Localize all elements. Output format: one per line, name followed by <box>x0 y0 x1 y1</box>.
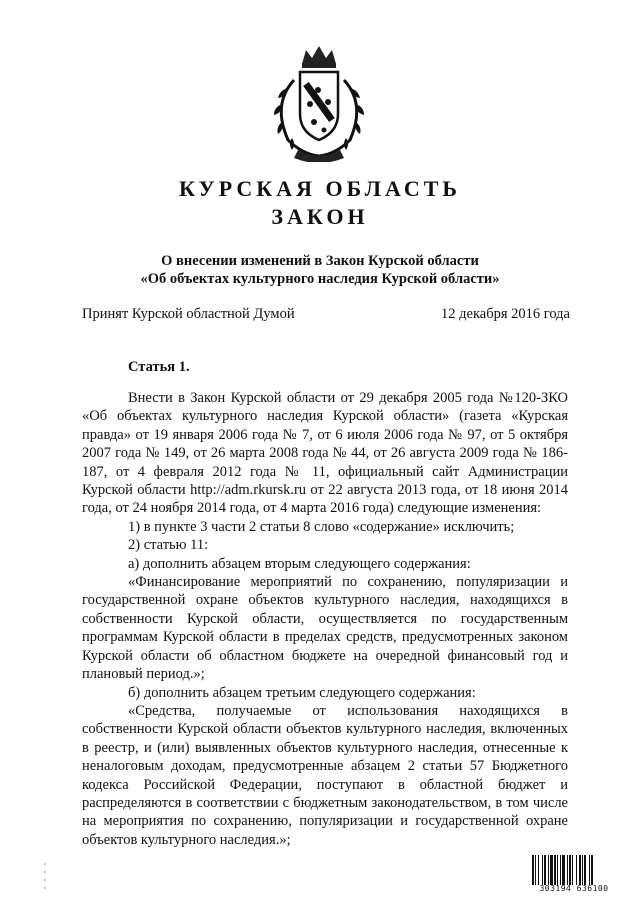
barcode-bar <box>582 855 583 885</box>
barcode-bar <box>584 855 586 885</box>
barcode-bar <box>589 855 590 885</box>
barcode-bar <box>591 855 593 885</box>
article-body <box>82 389 568 849</box>
law-subject <box>0 252 640 288</box>
adoption-date: 12 декабря 2016 года <box>441 306 570 322</box>
law-subject-line-1: О внесении изменений в Закон Курской области <box>161 253 479 269</box>
article-paragraph: «Финансирование мероприятий по сохранению, популяризации и государственной охране объектов культурного наследия, находящихся в собственности Курской области, осуществляется по государственным программам Курской области в пределах средств, предусмотренных законом Курской области об областном бюджете на очередной финансовый год и плановый период.»; <box>82 574 568 683</box>
barcode-bar <box>562 855 565 885</box>
barcode-icon <box>531 855 617 885</box>
barcode-bar <box>579 855 581 885</box>
barcode-bar <box>542 855 543 885</box>
article-paragraph: а) дополнить абзацем вторым следующего содержания: <box>128 555 471 572</box>
document-type-title: ЗАКОН <box>271 204 369 229</box>
barcode-bar <box>548 855 549 885</box>
article-paragraph: Внести в Закон Курской области от 29 декабря 2005 года №120-ЗКО «Об объектах культурного наследия Курской области» (газета «Курская правда» от 19 января 2006 года № 7, от 6 июля 2006 года № 97, от 5 октября 2007 года № 149, от 26 марта 2008 года № 44, от 26 августа 2009 года № 186-187, от 4 февраля 2012 года № 11, официальный сайт Администрации Курской области http://adm.rkursk.ru от 22 августа 2013 года, от 18 июня 2014 года, от 24 ноября 2014 года, от 4 марта 2016 года) следующие изменения: <box>82 390 568 517</box>
barcode-bar <box>576 855 577 885</box>
article-paragraph: «Средства, получаемые от использования находящихся в собственности Курской области объектов культурного наследия, включенных в реестр, и (или) выявленных объектов культурного наследия, отнесенные к неналоговым доходам, предусмотренные абзацем 2 статьи 57 Бюджетного кодекса Российской Федерации, поступают в областной бюджет и распределяются в соответствии с бюджетным законодательством, в том числе на мероприятия по сохранению, популяризации и государственной охране объектов культурного наследия.»; <box>82 702 568 848</box>
barcode-bar <box>538 855 539 885</box>
barcode-bar <box>572 855 573 885</box>
barcode-bar <box>557 855 558 885</box>
barcode-number: 303194 636100 <box>539 884 609 893</box>
barcode-bar <box>567 855 568 885</box>
barcode-bar <box>532 855 534 885</box>
barcode-bar <box>569 855 571 885</box>
article-heading: Статья 1. <box>128 359 190 375</box>
barcode-bar <box>544 855 546 885</box>
article-paragraph: 1) в пункте 3 части 2 статьи 8 слово «содержание» исключить; <box>128 518 515 535</box>
adopted-by: Принят Курской областной Думой <box>82 306 295 322</box>
barcode-bar <box>535 855 536 885</box>
barcode-bar <box>554 855 556 885</box>
barcode-bar <box>560 855 561 885</box>
margin-dots-mark <box>40 860 50 890</box>
law-subject-line-2: «Об объектах культурного наследия Курской области» <box>140 271 500 287</box>
barcode-bar <box>550 855 553 885</box>
barcode <box>531 855 617 895</box>
region-title: КУРСКАЯ ОБЛАСТЬ <box>179 176 461 201</box>
article-paragraph: б) дополнить абзацем третьим следующего содержания: <box>128 684 476 701</box>
article-paragraph: 2) статью 11: <box>128 537 209 554</box>
kursk-coat-of-arms-icon <box>258 44 380 162</box>
